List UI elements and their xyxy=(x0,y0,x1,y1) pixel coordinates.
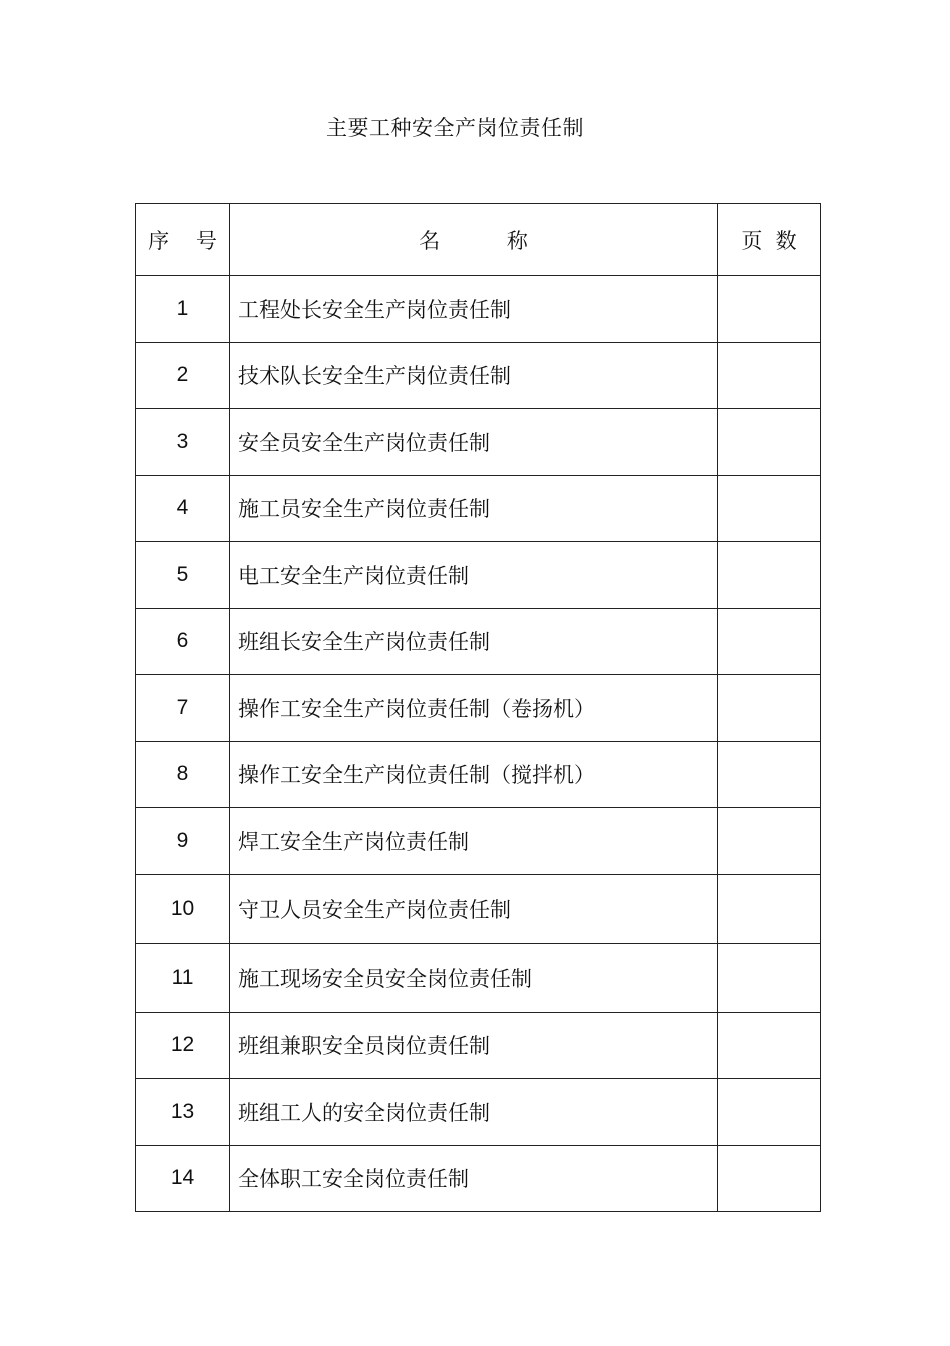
row-title: 施工现场安全员安全岗位责任制 xyxy=(230,943,718,1012)
row-title: 操作工安全生产岗位责任制（搅拌机） xyxy=(230,741,718,808)
row-title: 班组工人的安全岗位责任制 xyxy=(230,1079,718,1146)
contents-table xyxy=(135,203,821,1212)
table-row xyxy=(136,874,821,943)
page-title: 主要工种安全产岗位责任制 xyxy=(326,116,584,140)
table-row xyxy=(136,542,821,609)
table-row xyxy=(136,342,821,409)
row-number: 14 xyxy=(136,1145,230,1212)
table-header-row xyxy=(136,204,821,276)
row-pages xyxy=(718,276,821,343)
row-pages xyxy=(718,542,821,609)
row-number: 4 xyxy=(136,475,230,542)
row-title: 施工员安全生产岗位责任制 xyxy=(230,475,718,542)
row-title: 班组长安全生产岗位责任制 xyxy=(230,608,718,675)
row-title: 守卫人员安全生产岗位责任制 xyxy=(230,874,718,943)
row-number: 10 xyxy=(136,874,230,943)
row-number: 7 xyxy=(136,675,230,742)
table-row xyxy=(136,943,821,1012)
header-name: 名 称 xyxy=(230,204,718,276)
row-number: 8 xyxy=(136,741,230,808)
table-row xyxy=(136,276,821,343)
row-pages xyxy=(718,943,821,1012)
row-pages xyxy=(718,741,821,808)
row-title: 工程处长安全生产岗位责任制 xyxy=(230,276,718,343)
table-row xyxy=(136,608,821,675)
table-row xyxy=(136,475,821,542)
table-row xyxy=(136,741,821,808)
row-title: 班组兼职安全员岗位责任制 xyxy=(230,1012,718,1079)
row-title: 操作工安全生产岗位责任制（卷扬机） xyxy=(230,675,718,742)
row-title: 电工安全生产岗位责任制 xyxy=(230,542,718,609)
row-number: 2 xyxy=(136,342,230,409)
row-number: 11 xyxy=(136,943,230,1012)
table-row xyxy=(136,808,821,875)
row-number: 1 xyxy=(136,276,230,343)
table-row xyxy=(136,675,821,742)
row-pages xyxy=(718,675,821,742)
row-pages xyxy=(718,1079,821,1146)
row-title: 技术队长安全生产岗位责任制 xyxy=(230,342,718,409)
table-row xyxy=(136,1145,821,1212)
row-number: 3 xyxy=(136,409,230,476)
header-pages: 页 数 xyxy=(718,204,821,276)
row-number: 13 xyxy=(136,1079,230,1146)
row-pages xyxy=(718,342,821,409)
row-pages xyxy=(718,409,821,476)
row-pages xyxy=(718,475,821,542)
row-number: 6 xyxy=(136,608,230,675)
row-title: 安全员安全生产岗位责任制 xyxy=(230,409,718,476)
row-pages xyxy=(718,608,821,675)
row-number: 12 xyxy=(136,1012,230,1079)
row-pages xyxy=(718,1012,821,1079)
row-pages xyxy=(718,1145,821,1212)
row-number: 5 xyxy=(136,542,230,609)
table-row xyxy=(136,1012,821,1079)
table-row xyxy=(136,409,821,476)
table-row xyxy=(136,1079,821,1146)
header-seq: 序 号 xyxy=(136,204,230,276)
row-title: 焊工安全生产岗位责任制 xyxy=(230,808,718,875)
row-number: 9 xyxy=(136,808,230,875)
row-title: 全体职工安全岗位责任制 xyxy=(230,1145,718,1212)
row-pages xyxy=(718,874,821,943)
row-pages xyxy=(718,808,821,875)
